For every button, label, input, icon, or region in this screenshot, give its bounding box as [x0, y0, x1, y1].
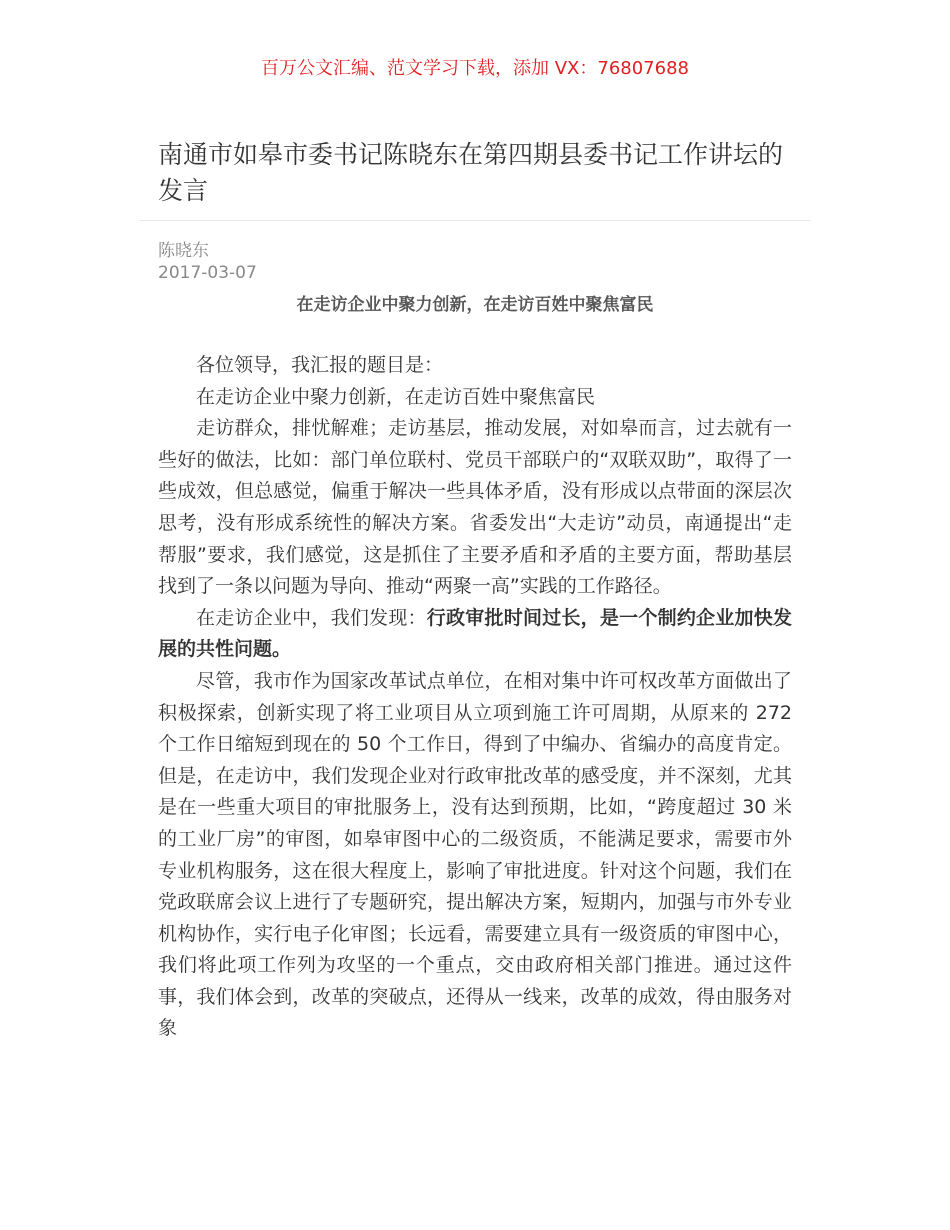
paragraph-4-emphasis: 行政审批时间过长，是一个制约企业加快发展的共性问题。: [158, 606, 792, 661]
article-title: 南通市如皋市委书记陈晓东在第四期县委书记工作讲坛的发言: [158, 140, 784, 205]
paragraph-3: 走访群众，排忧解难；走访基层，推动发展，对如皋而言，过去就有一些好的做法，比如：部门单位联村、党员干部联户的“双联双助”，取得了一些成效，但总感觉，偏重于解决一些具体矛盾，没有形成以点带面的深层次思考，没有形成系统性的解决方案。省委发出“大走访”动员，南通提出“走帮服”要求，我们感觉，这是抓住了主要矛盾和矛盾的主要方面，帮助基层找到了一条以问题为导向、推动“两聚一高”实践的工作路径。: [158, 417, 792, 598]
title-divider: [140, 220, 810, 221]
article-author: 陈晓东: [158, 241, 209, 261]
paragraph-4: [158, 603, 792, 666]
article-subtitle: 在走访企业中聚力创新，在走访百姓中聚焦富民: [296, 295, 654, 315]
paragraph-4-lead: 在走访企业中，我们发现：: [196, 606, 427, 629]
paragraph-5: 尽管，我市作为国家改革试点单位，在相对集中许可权改革方面做出了积极探索，创新实现了将工业项目从立项到施工许可周期，从原来的 272 个工作日缩短到现在的 50 个工作日，得到了中编办、省编办的高度肯定。但是，在走访中，我们发现企业对行政审批改革的感受度，并不深刻，尤其是在一些重大项目的审批服务上，没有达到预期，比如，“跨度超过 30 米的工业厂房”的审图，如皋审图中心的二级资质，不能满足要求，需要市外专业机构服务，这在很大程度上，影响了审批进度。针对这个问题，我们在党政联席会议上进行了专题研究，提出解决方案，短期内，加强与市外专业机构协作，实行电子化审图；长远看，需要建立具有一级资质的审图中心，我们将此项工作列为攻坚的一个重点，交由政府相关部门推进。通过这件事，我们体会到，改革的突破点，还得从一线来，改革的成效，得由服务对象: [158, 669, 792, 1040]
article-body: [158, 350, 792, 1045]
promo-banner: 百万公文汇编、范文学习下载，添加 VX：76807688: [261, 58, 689, 79]
article-date: 2017-03-07: [158, 263, 257, 283]
paragraph-2: 在走访企业中聚力创新，在走访百姓中聚焦富民: [196, 385, 596, 408]
paragraph-1: 各位领导，我汇报的题目是：: [196, 354, 444, 376]
